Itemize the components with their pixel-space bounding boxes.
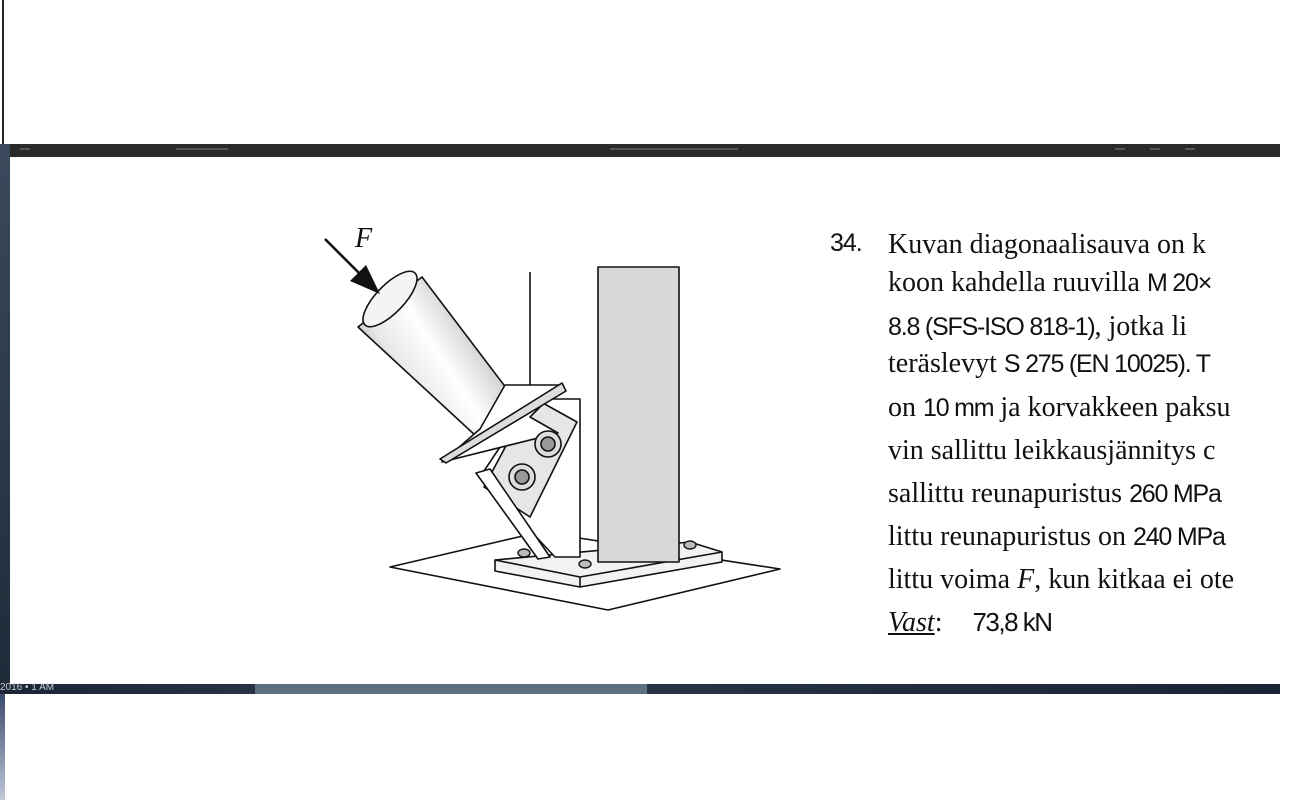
answer-line: Vast: 73,8 kN — [888, 607, 1052, 638]
taskbar-window-button[interactable] — [255, 684, 647, 694]
problem-number: 34. — [830, 229, 862, 257]
lower-window-edge — [0, 694, 5, 800]
problem-line: vin sallittu leikkausjännitys c — [888, 435, 1216, 466]
toolbar-mark — [1185, 148, 1195, 150]
taskbar-clock: 2016 • 1 AM — [0, 682, 55, 693]
column — [598, 267, 679, 562]
desktop-background — [0, 144, 10, 694]
base-bolt — [518, 549, 530, 557]
problem-line: sallittu reunapuristus 260 MPa — [888, 478, 1221, 509]
problem-line: koon kahdella ruuvilla M 20× — [888, 267, 1212, 298]
lower-window — [0, 694, 1280, 800]
answer-value: 73,8 kN — [972, 607, 1052, 637]
toolbar-mark — [1115, 148, 1125, 150]
upper-window — [2, 0, 1280, 144]
toolbar-mark — [176, 148, 228, 150]
base-bolt — [684, 541, 696, 549]
problem-line: 8.8 (SFS-ISO 818-1), jotka li — [888, 311, 1187, 342]
problem-line: littu reunapuristus on 240 MPa — [888, 521, 1225, 552]
bolted-bracket-figure — [355, 217, 850, 637]
base-bolt — [579, 560, 591, 568]
problem-line: littu voima F, kun kitkaa ei ote — [888, 564, 1235, 595]
problem-line: teräslevyt S 275 (EN 10025). T — [888, 348, 1210, 379]
problem-line: Kuvan diagonaalisauva on k — [888, 229, 1207, 260]
force-label: F — [355, 223, 373, 254]
answer-label: Vast — [888, 607, 935, 638]
problem-line: on 10 mm ja korvakkeen paksu — [888, 392, 1231, 423]
toolbar-mark — [1150, 148, 1160, 150]
window-toolbar-strip — [0, 144, 1280, 157]
toolbar-mark — [20, 148, 30, 150]
toolbar-mark — [610, 148, 738, 150]
taskbar — [0, 684, 1280, 694]
document-viewer[interactable] — [10, 157, 1280, 684]
